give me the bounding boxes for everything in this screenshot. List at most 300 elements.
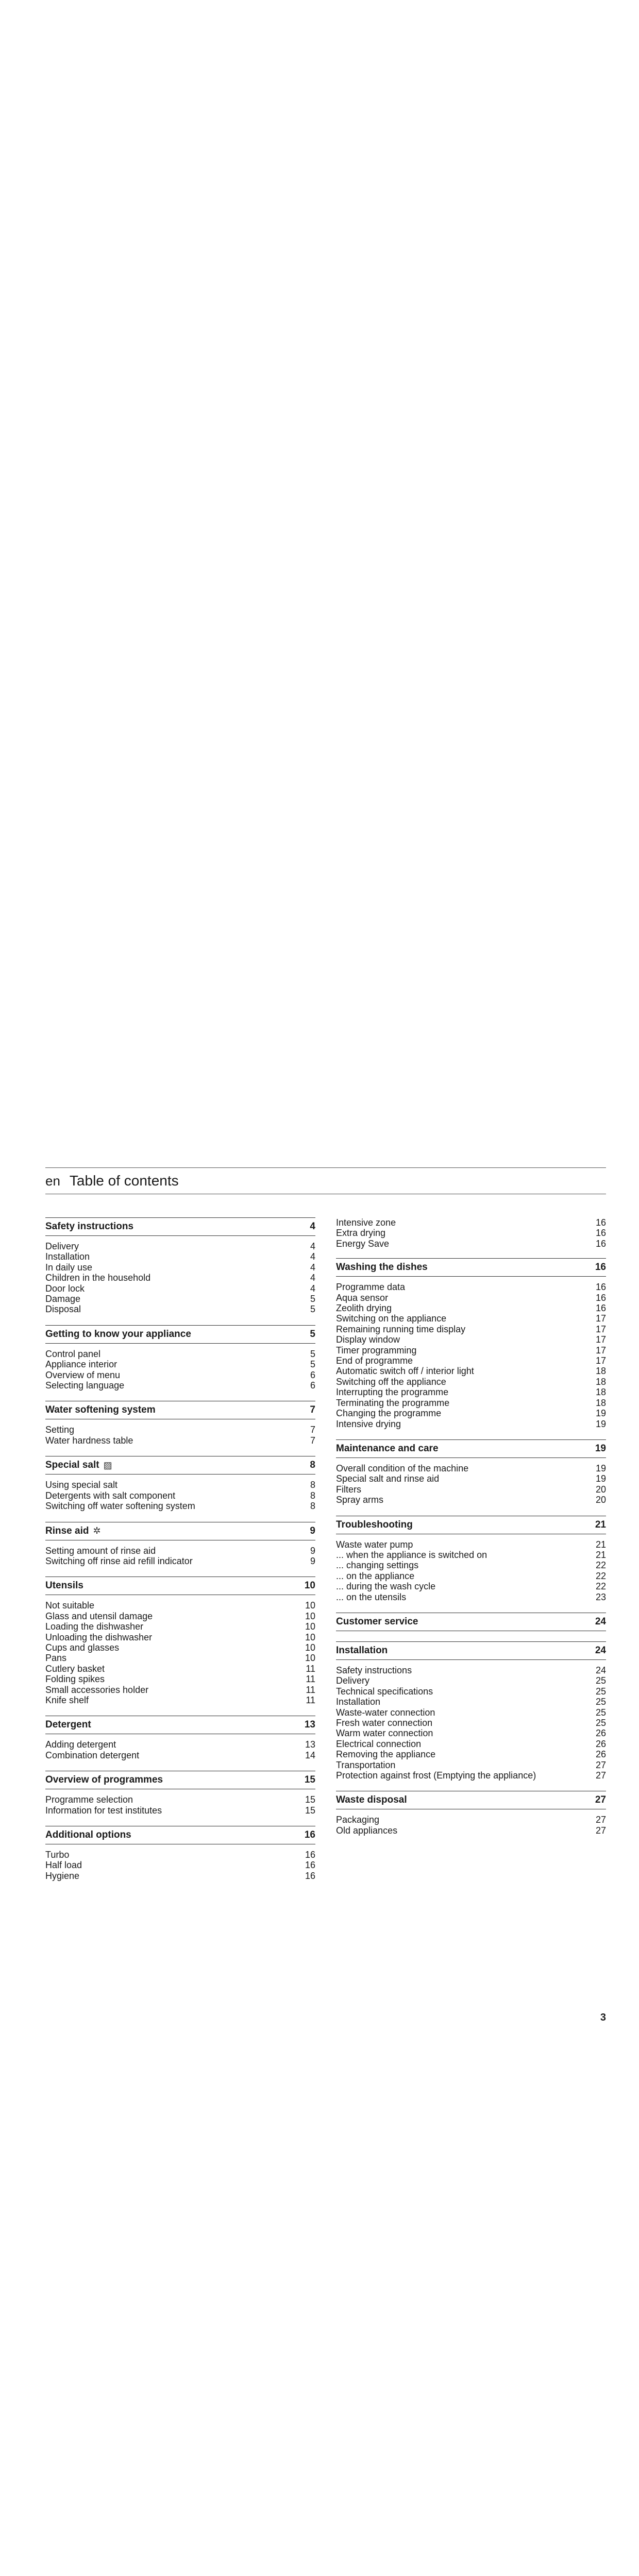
toc-entry[interactable]	[45, 1480, 315, 1490]
toc-entry-page: 18	[595, 1376, 606, 1387]
section-title: Installation	[336, 1645, 388, 1656]
toc-entry-label: ... on the appliance	[336, 1570, 415, 1581]
toc-section-waste-disposal	[336, 1791, 606, 1836]
toc-entry-label: Water hardness table	[45, 1435, 133, 1446]
toc-entry-page: 22	[595, 1560, 606, 1571]
toc-entry[interactable]	[336, 1228, 606, 1238]
toc-entry[interactable]	[336, 1345, 606, 1355]
toc-entry-label: Safety instructions	[336, 1665, 412, 1675]
toc-section-utensils	[45, 1577, 315, 1705]
section-title: Water softening system	[45, 1404, 156, 1416]
section-heading[interactable]	[45, 1577, 315, 1595]
toc-entry[interactable]	[45, 1359, 315, 1369]
toc-entry[interactable]	[336, 1760, 606, 1770]
toc-entry-label: Damage	[45, 1294, 81, 1304]
toc-entry-label: Not suitable	[45, 1600, 95, 1611]
toc-entry[interactable]	[336, 1217, 606, 1228]
toc-entry[interactable]	[45, 1380, 315, 1391]
toc-entry-page: 10	[305, 1621, 315, 1632]
section-heading[interactable]	[45, 1217, 315, 1236]
toc-entry-label: Old appliances	[336, 1825, 398, 1836]
toc-entry-label: Terminating the programme	[336, 1397, 450, 1408]
toc-entry[interactable]	[336, 1239, 606, 1249]
toc-entry-page: 17	[595, 1313, 606, 1324]
toc-entry[interactable]	[336, 1770, 606, 1781]
section-page: 24	[595, 1616, 606, 1627]
toc-entry-page: 11	[306, 1684, 315, 1695]
toc-entry-label: Using special salt	[45, 1480, 118, 1490]
section-title-wrap	[45, 1719, 91, 1731]
toc-entry-label: Switching off the appliance	[336, 1376, 446, 1387]
toc-entry-page: 19	[595, 1418, 606, 1429]
toc-entry-page: 16	[595, 1282, 606, 1293]
toc-entry-page: 5	[310, 1348, 315, 1359]
toc-entry[interactable]	[45, 1805, 315, 1816]
toc-entry-label: Electrical connection	[336, 1738, 422, 1749]
section-heading[interactable]	[45, 1716, 315, 1734]
toc-entry-page: 10	[305, 1632, 315, 1642]
toc-entry-label: Technical specifications	[336, 1686, 433, 1697]
toc-entry-label: Information for test institutes	[45, 1805, 162, 1816]
toc-entry-label: Changing the programme	[336, 1408, 442, 1419]
toc-entry-label: Aqua sensor	[336, 1292, 389, 1303]
toc-entry-page: 10	[305, 1642, 315, 1653]
toc-entry-label: Overall condition of the machine	[336, 1463, 469, 1473]
toc-entry-label: Cups and glasses	[45, 1642, 120, 1653]
toc-section-installation	[336, 1641, 606, 1781]
toc-section-getting-to-know-your-appliance	[45, 1325, 315, 1391]
toc-entry[interactable]	[45, 1304, 315, 1314]
toc-entry-page: 23	[595, 1591, 606, 1602]
toc-entry[interactable]	[45, 1501, 315, 1511]
toc-entry-label: Control panel	[45, 1348, 101, 1359]
toc-entry-page: 4	[310, 1251, 315, 1262]
toc-entry-label: Intensive drying	[336, 1418, 401, 1429]
toc-entry-page: 19	[595, 1463, 606, 1473]
toc-entry-page: 17	[595, 1355, 606, 1366]
toc-entry-page: 20	[595, 1495, 606, 1505]
toc-entry-page: 10	[305, 1600, 315, 1611]
toc-entry-page: 4	[310, 1262, 315, 1273]
toc-section-overview-of-programmes	[45, 1771, 315, 1816]
toc-entry[interactable]	[336, 1718, 606, 1728]
toc-entry-page: 17	[595, 1334, 606, 1345]
toc-entry[interactable]	[336, 1463, 606, 1473]
toc-entry-page: 10	[305, 1611, 315, 1621]
toc-entry-label: Pans	[45, 1653, 67, 1664]
section-title-wrap	[45, 1774, 163, 1786]
toc-entry-label: Selecting language	[45, 1380, 125, 1391]
toc-entry-page: 16	[305, 1860, 315, 1871]
toc-entry-page: 25	[595, 1707, 606, 1718]
section-heading[interactable]	[45, 1325, 315, 1344]
toc-entry-label: Appliance interior	[45, 1359, 117, 1370]
section-heading[interactable]	[45, 1401, 315, 1419]
toc-entry[interactable]	[336, 1419, 606, 1429]
toc-entry-page: 21	[595, 1539, 606, 1550]
toc-entry-page: 9	[310, 1545, 315, 1556]
section-title-wrap	[336, 1443, 439, 1454]
toc-entry[interactable]	[45, 1794, 315, 1805]
section-title-wrap	[336, 1645, 388, 1656]
toc-entry-page: 27	[595, 1825, 606, 1836]
toc-entry[interactable]	[45, 1600, 315, 1611]
toc-entry-label: ... during the wash cycle	[336, 1581, 436, 1592]
toc-entry-label: Timer programming	[336, 1345, 417, 1355]
toc-entry-page: 16	[595, 1238, 606, 1249]
section-title: Safety instructions	[45, 1221, 134, 1232]
toc-entry-label: Display window	[336, 1334, 400, 1345]
toc-entry-page: 25	[595, 1697, 606, 1707]
toc-entry[interactable]	[336, 1334, 606, 1345]
toc-entry[interactable]	[336, 1495, 606, 1505]
toc-entry-label: Turbo	[45, 1850, 70, 1860]
toc-entry-label: Glass and utensil damage	[45, 1611, 153, 1621]
toc-entry-label: Switching on the appliance	[336, 1313, 447, 1324]
salt-icon: ▨	[103, 1460, 112, 1470]
toc-entry[interactable]	[336, 1592, 606, 1602]
toc-entry-page: 16	[595, 1303, 606, 1314]
toc-entry[interactable]	[45, 1860, 315, 1870]
toc-entry-label: Fresh water connection	[336, 1718, 433, 1728]
toc-entry[interactable]	[336, 1282, 606, 1292]
toc-entry-label: ... changing settings	[336, 1560, 419, 1571]
toc-entry[interactable]	[336, 1550, 606, 1560]
toc-section-rinse-aid	[45, 1522, 315, 1567]
section-title-wrap	[336, 1262, 428, 1273]
toc-entry-label: Folding spikes	[45, 1674, 105, 1685]
toc-left-column	[45, 1217, 315, 1891]
section-title-wrap	[336, 1519, 413, 1531]
toc-entry[interactable]	[45, 1425, 315, 1435]
toc-entry-label: Intensive zone	[336, 1217, 396, 1228]
toc-entry[interactable]	[336, 1728, 606, 1738]
toc-entry[interactable]	[45, 1294, 315, 1304]
toc-entry-page: 16	[305, 1870, 315, 1881]
toc-entry-page: 26	[595, 1738, 606, 1749]
toc-entry-label: Removing the appliance	[336, 1749, 436, 1760]
section-heading[interactable]	[45, 1456, 315, 1475]
toc-section-safety-instructions	[45, 1217, 315, 1315]
toc-entry-label: Detergents with salt component	[45, 1490, 176, 1501]
section-page: 19	[595, 1443, 606, 1454]
toc-entry[interactable]	[336, 1303, 606, 1313]
toc-entry[interactable]	[336, 1408, 606, 1418]
toc-entry-page: 16	[595, 1217, 606, 1228]
section-title-wrap	[45, 1221, 133, 1232]
section-page: 24	[595, 1645, 606, 1656]
toc-entry-page: 27	[595, 1759, 606, 1770]
toc-entry-label: Delivery	[336, 1675, 370, 1686]
toc-entry[interactable]	[45, 1621, 315, 1632]
toc-section-special-salt	[45, 1456, 315, 1511]
toc-entry-label: Zeolith drying	[336, 1303, 392, 1314]
toc-entry[interactable]	[336, 1377, 606, 1387]
toc-entry[interactable]	[45, 1632, 315, 1642]
toc-entry[interactable]	[336, 1398, 606, 1408]
toc-entry-page: 19	[595, 1408, 606, 1419]
toc-entry-page: 14	[305, 1750, 315, 1760]
toc-entry-page: 8	[310, 1480, 315, 1490]
toc-entry-label: Remaining running time display	[336, 1324, 466, 1334]
toc-entry-label: Energy Save	[336, 1238, 390, 1249]
toc-entry[interactable]	[336, 1313, 606, 1324]
toc-entry[interactable]	[45, 1546, 315, 1556]
toc-entry-page: 4	[310, 1273, 315, 1283]
toc-entry-label: Delivery	[45, 1241, 79, 1251]
toc-entry-page: 27	[595, 1815, 606, 1825]
toc-entry[interactable]	[336, 1825, 606, 1836]
section-title: Special salt	[45, 1460, 99, 1471]
section-title-wrap	[45, 1580, 83, 1591]
toc-entry-label: Spray arms	[336, 1495, 384, 1505]
toc-entry-page: 24	[595, 1665, 606, 1675]
section-title: Getting to know your appliance	[45, 1328, 191, 1340]
toc-entry-page: 5	[310, 1359, 315, 1370]
toc-entry-label: Extra drying	[336, 1228, 386, 1239]
toc-section-customer-service	[336, 1613, 606, 1631]
section-page: 10	[304, 1580, 315, 1591]
section-page: 5	[310, 1328, 315, 1340]
toc-entry-page: 15	[305, 1805, 315, 1816]
toc-section-troubleshooting	[336, 1516, 606, 1602]
toc-entry[interactable]	[336, 1815, 606, 1825]
section-title: Troubleshooting	[336, 1519, 413, 1530]
toc-entry-label: Interrupting the programme	[336, 1387, 449, 1398]
toc-entry[interactable]	[45, 1283, 315, 1294]
section-title: Detergent	[45, 1719, 91, 1731]
toc-entry-page: 8	[310, 1501, 315, 1512]
toc-entry[interactable]	[336, 1581, 606, 1591]
toc-entry[interactable]	[336, 1749, 606, 1759]
section-heading[interactable]	[336, 1258, 606, 1277]
section-heading[interactable]	[45, 1771, 315, 1789]
toc-entry[interactable]	[45, 1435, 315, 1446]
toc-entry-label: Waste-water connection	[336, 1707, 435, 1718]
toc-entry[interactable]	[45, 1653, 315, 1663]
toc-entry-label: Packaging	[336, 1815, 380, 1825]
section-page: 27	[595, 1794, 606, 1806]
toc-entry-label: Automatic switch off / interior light	[336, 1366, 474, 1377]
toc-entry[interactable]	[336, 1355, 606, 1366]
toc-entry-page: 5	[310, 1294, 315, 1304]
toc-entry-page: 16	[595, 1292, 606, 1303]
toc-section-washing-the-dishes	[336, 1258, 606, 1429]
toc-entry[interactable]	[45, 1349, 315, 1359]
toc-entry-label: Setting	[45, 1425, 75, 1435]
toc-entry[interactable]	[336, 1739, 606, 1749]
toc-entry[interactable]	[45, 1241, 315, 1251]
toc-entry-label: Filters	[336, 1484, 361, 1495]
toc-entry-label: Small accessories holder	[45, 1684, 149, 1695]
toc-entry[interactable]	[336, 1539, 606, 1550]
toc-entry[interactable]	[336, 1571, 606, 1581]
toc-entry-label: Half load	[45, 1860, 82, 1871]
toc-entry-page: 6	[310, 1380, 315, 1391]
toc-entry[interactable]	[45, 1750, 315, 1760]
toc-entry-page: 4	[310, 1283, 315, 1294]
toc-entry-page: 26	[595, 1728, 606, 1739]
toc-entry[interactable]	[336, 1560, 606, 1570]
section-heading[interactable]	[336, 1641, 606, 1660]
toc-entry[interactable]	[336, 1293, 606, 1303]
section-title-wrap	[45, 1526, 101, 1537]
toc-section-maintenance-and-care	[336, 1439, 606, 1505]
toc-entry[interactable]	[45, 1273, 315, 1283]
toc-entry[interactable]	[45, 1664, 315, 1674]
toc-entry-page: 26	[595, 1749, 606, 1760]
toc-section-water-softening-system	[45, 1401, 315, 1446]
toc-entry-page: 21	[595, 1549, 606, 1560]
toc-entry[interactable]	[336, 1473, 606, 1484]
toc-entry-label: Switching off water softening system	[45, 1501, 195, 1512]
section-page: 7	[310, 1404, 315, 1416]
toc-entry-label: Hygiene	[45, 1870, 80, 1881]
toc-entry-page: 9	[310, 1555, 315, 1566]
toc-entry-label: ... when the appliance is switched on	[336, 1549, 487, 1560]
toc-entry-label: End of programme	[336, 1355, 413, 1366]
section-title-wrap	[45, 1829, 131, 1841]
toc-entry-page: 13	[305, 1739, 315, 1750]
toc-entry-label: Loading the dishwasher	[45, 1621, 144, 1632]
section-page: 16	[304, 1829, 315, 1840]
toc-entry[interactable]	[336, 1686, 606, 1697]
section-heading[interactable]	[336, 1613, 606, 1631]
section-page: 13	[304, 1719, 315, 1731]
toc-entry[interactable]	[45, 1739, 315, 1750]
rinse-aid-icon: ✲	[93, 1526, 101, 1536]
toc-entry-page: 8	[310, 1490, 315, 1501]
toc-right-column	[336, 1217, 606, 1846]
toc-entry[interactable]	[336, 1366, 606, 1376]
toc-entry[interactable]	[336, 1675, 606, 1686]
toc-entry-label: Installation	[45, 1251, 90, 1262]
toc-entry-label: Protection against frost (Emptying the appliance)	[336, 1770, 536, 1781]
section-page: 4	[310, 1221, 315, 1232]
toc-entry-label: Door lock	[45, 1283, 85, 1294]
toc-entry-label: Warm water connection	[336, 1728, 433, 1739]
section-page: 15	[304, 1774, 315, 1786]
toc-entry-page: 16	[305, 1850, 315, 1860]
section-title: Maintenance and care	[336, 1443, 439, 1454]
toc-entry-page: 5	[310, 1304, 315, 1315]
toc-entry-page: 19	[595, 1473, 606, 1484]
toc-entry[interactable]	[45, 1674, 315, 1684]
language-code: en	[45, 1173, 60, 1189]
toc-entry-page: 18	[595, 1366, 606, 1377]
section-title-wrap	[336, 1616, 418, 1628]
toc-entry[interactable]	[45, 1556, 315, 1566]
toc-section-additional-options	[45, 1826, 315, 1881]
page-title: Table of contents	[69, 1173, 179, 1189]
section-page: 8	[310, 1460, 315, 1471]
toc-entry-label: In daily use	[45, 1262, 93, 1273]
toc-section-detergent	[45, 1716, 315, 1760]
toc-entry-page: 4	[310, 1241, 315, 1251]
toc-continued-entries	[336, 1217, 606, 1249]
toc-entry[interactable]	[45, 1490, 315, 1501]
toc-entry[interactable]	[336, 1387, 606, 1397]
toc-entry-page: 11	[306, 1674, 315, 1685]
section-heading[interactable]	[45, 1826, 315, 1844]
toc-entry-page: 6	[310, 1369, 315, 1380]
toc-entry[interactable]	[45, 1695, 315, 1705]
section-title: Overview of programmes	[45, 1774, 163, 1786]
toc-entry[interactable]	[45, 1642, 315, 1653]
toc-entry[interactable]	[336, 1665, 606, 1675]
toc-entry[interactable]	[45, 1611, 315, 1621]
toc-entry-label: Cutlery basket	[45, 1663, 105, 1674]
toc-entry-page: 17	[595, 1345, 606, 1355]
toc-entry[interactable]	[45, 1871, 315, 1881]
toc-entry-page: 25	[595, 1675, 606, 1686]
toc-entry-page: 18	[595, 1387, 606, 1398]
toc-entry-label: Setting amount of rinse aid	[45, 1545, 156, 1556]
toc-entry-label: Unloading the dishwasher	[45, 1632, 153, 1642]
toc-entry-label: Disposal	[45, 1304, 81, 1315]
section-heading[interactable]	[336, 1439, 606, 1458]
section-title-wrap	[45, 1460, 112, 1471]
section-page: 9	[310, 1525, 315, 1536]
toc-entry-page: 7	[310, 1425, 315, 1435]
toc-entry[interactable]	[45, 1370, 315, 1380]
toc-entry-page: 22	[595, 1570, 606, 1581]
toc-entry-label: Waste water pump	[336, 1539, 413, 1550]
toc-entry-page: 15	[305, 1794, 315, 1805]
toc-entry[interactable]	[336, 1697, 606, 1707]
toc-entry-label: Switching off rinse aid refill indicator	[45, 1555, 193, 1566]
section-heading[interactable]	[45, 1522, 315, 1540]
toc-entry-label: Programme selection	[45, 1794, 133, 1805]
section-title: Washing the dishes	[336, 1262, 428, 1273]
section-heading[interactable]	[336, 1791, 606, 1809]
toc-entry-page: 20	[595, 1484, 606, 1495]
section-title-wrap	[45, 1404, 156, 1416]
toc-entry-label: ... on the utensils	[336, 1591, 407, 1602]
toc-entry[interactable]	[45, 1685, 315, 1695]
section-title: Customer service	[336, 1616, 418, 1627]
section-page: 16	[595, 1262, 606, 1273]
toc-entry[interactable]	[336, 1707, 606, 1718]
toc-entry-page: 25	[595, 1718, 606, 1728]
section-page: 21	[595, 1519, 606, 1530]
toc-entry-page: 16	[595, 1228, 606, 1239]
section-title: Utensils	[45, 1580, 83, 1591]
toc-entry-label: Adding detergent	[45, 1739, 116, 1750]
section-title: Additional options	[45, 1829, 131, 1840]
toc-entry[interactable]	[336, 1484, 606, 1495]
toc-entry-label: Installation	[336, 1697, 381, 1707]
toc-entry[interactable]	[336, 1324, 606, 1334]
toc-entry-label: Combination detergent	[45, 1750, 140, 1760]
page-header	[45, 1167, 606, 1194]
toc-entry-label: Special salt and rinse aid	[336, 1473, 440, 1484]
toc-entry-page: 22	[595, 1581, 606, 1592]
section-heading[interactable]	[336, 1516, 606, 1534]
toc-entry[interactable]	[45, 1850, 315, 1860]
toc-entry-page: 25	[595, 1686, 606, 1697]
toc-entry[interactable]	[45, 1262, 315, 1273]
toc-entry-label: Programme data	[336, 1282, 406, 1293]
section-title: Waste disposal	[336, 1794, 407, 1806]
section-title-wrap	[45, 1329, 191, 1340]
toc-entry-page: 7	[310, 1435, 315, 1446]
page-number: 3	[600, 2012, 606, 2023]
toc-entry-page: 18	[595, 1397, 606, 1408]
toc-entry[interactable]	[45, 1251, 315, 1262]
toc-entry-label: Overview of menu	[45, 1369, 121, 1380]
toc-entry-page: 27	[595, 1770, 606, 1781]
